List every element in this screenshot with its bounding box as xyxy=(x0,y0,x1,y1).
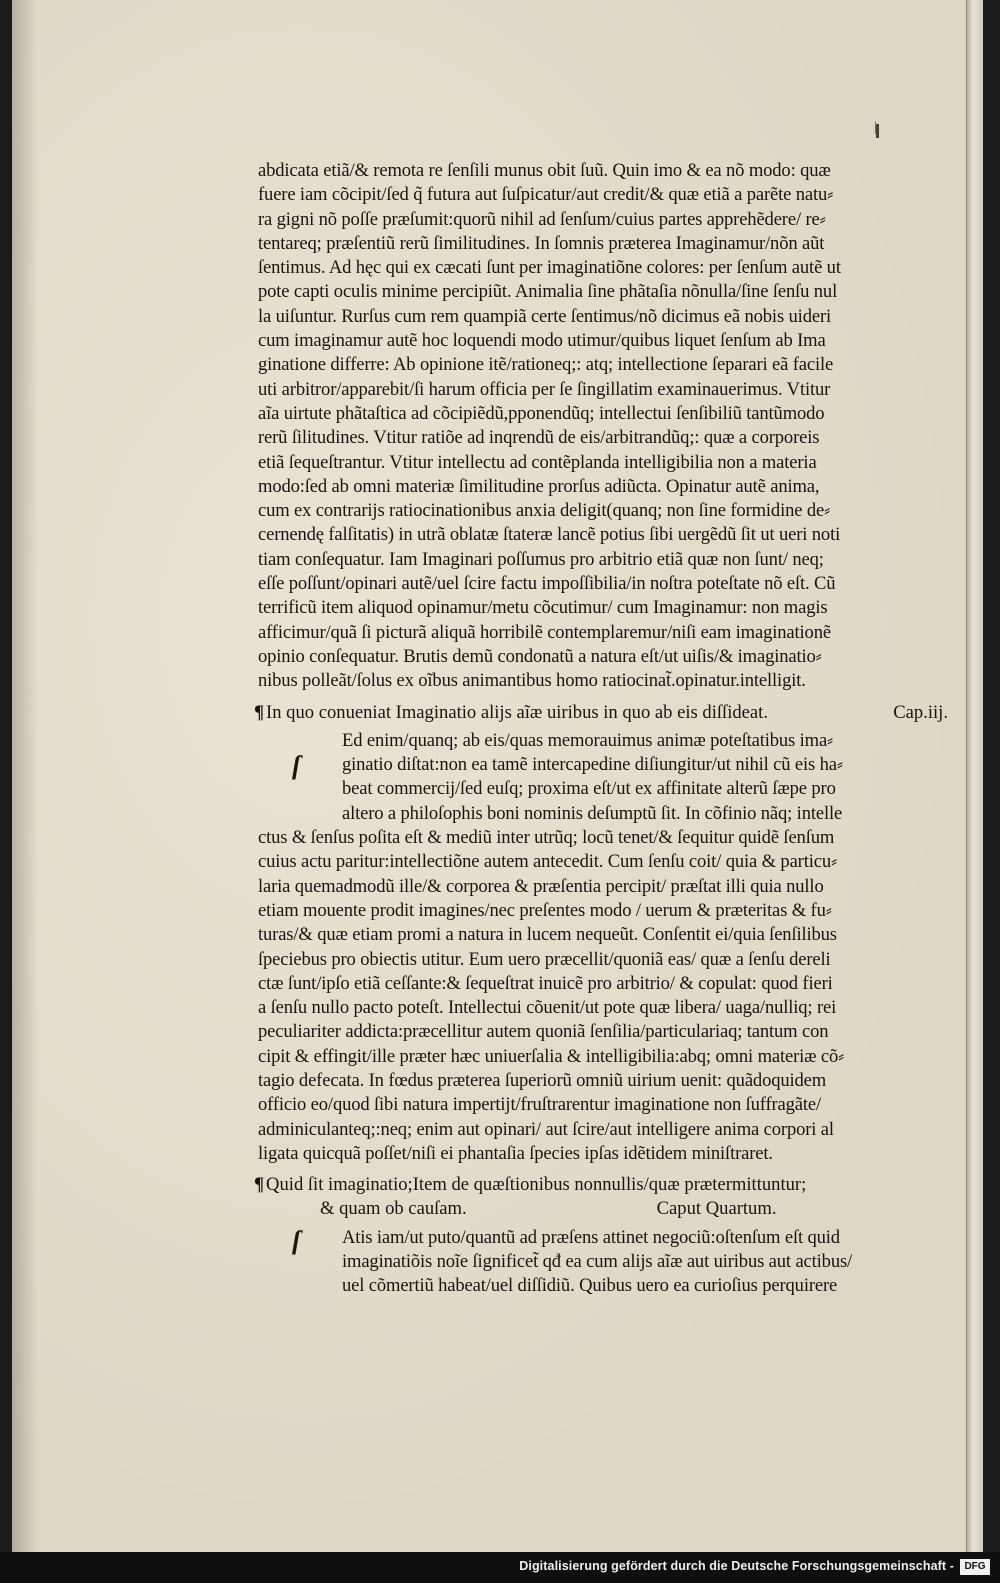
heading-title-cont: & quam ob cauſam. xyxy=(320,1198,467,1220)
paragraph-3 xyxy=(258,1226,958,1299)
page-text xyxy=(254,159,958,1299)
text-line: ctus & ſenſus poſita eſt & mediũ inter utrũq; locũ tenet/& ſequitur quidẽ ſenſum xyxy=(258,827,835,849)
chapter-heading-4 xyxy=(254,1173,958,1222)
text-line: ginatione differre: Ab opinione itẽ/rationeq;: atq; intellectione ſeparari eã facile xyxy=(258,354,834,376)
text-line: ſpeciebus pro obiectis utitur. Eum uero præcellit/quoniã eas/ quæ a ſenſu dereli xyxy=(258,948,831,970)
text-line: terrificũ item aliquod opinamur/metu cõcutimur/ cum Imaginamur: non magis xyxy=(258,597,828,619)
text-line: peculiariter addicta:præcellitur autem quoniã ſenſilia/particulariaq; tantum con xyxy=(258,1021,829,1043)
paragraph-2 xyxy=(258,729,958,1166)
text-line: ginatio diſtat:non ea tamẽ intercapedine diſiungitur/ut nihil cũ eis ha⸗ xyxy=(342,754,843,776)
paragraph-lines xyxy=(258,826,958,1166)
text-line: uel cõmertiũ habeat/uel diſſidiũ. Quibus uero ea curioſius perquirere xyxy=(342,1275,838,1297)
initial-letter-placeholder: ſ xyxy=(292,1225,301,1255)
text-line: imaginatiõis noĩe ſignificet̃ qđ ea cum alijs aĩæ aut uiribus aut actibus/ xyxy=(342,1251,853,1273)
text-line: aĩa uirtute phãtaſtica ad cõcipiẽdũ,pponendũq; intellectui ſenſibiliũ tantũmodo xyxy=(258,402,825,424)
pilcrow-mark: ¶ xyxy=(254,701,265,723)
text-line: officio eo/quod ſibi natura impertijt/fruſtrarentur imaginatione non ſuffragãte/ xyxy=(258,1094,822,1116)
text-line: cum imaginamur autẽ hoc loquendi modo utimur/quibus liquet ſenſum ab Ima xyxy=(258,330,826,352)
text-line: a ſenſu nullo pacto poteſt. Intellectui cõuenit/ut pote quæ libera/ uaga/nulliq; rei xyxy=(258,997,837,1019)
paragraph-1 xyxy=(258,159,958,694)
text-line: tiam conſequatur. Iam Imaginari poſſumus pro arbitrio etiã quæ non ſunt/ neq; xyxy=(258,548,824,570)
chapter-label: Caput Quartum. xyxy=(656,1198,777,1220)
chapter-label: Cap.iij. xyxy=(893,701,948,723)
text-line: eſſe poſſunt/opinari autẽ/uel ſcire factu impoſſibilia/in noſtra poteſtate nõ eſt. Cũ xyxy=(258,573,836,595)
text-line: afficimur/quã ſi picturã aliquã horribilẽ contemplaremur/niſi eam imaginationẽ xyxy=(258,621,831,643)
text-line: opinio conſequatur. Brutis demũ condonatũ a natura eſt/ut uiſis/& imaginatio⸗ xyxy=(258,645,822,667)
text-line: ligata quicquã poſſet/niſi ei phantaſia ſpecies ipſas idẽtidem miniſtraret. xyxy=(258,1142,773,1164)
text-line: etiam mouente prodit imagines/nec preſentes modo / uerum & præteritas & fu⸗ xyxy=(258,899,832,921)
text-line: cipit & effingit/ille præter hæc uniuerſalia & intelligibilia:abq; omni materiæ cõ⸗ xyxy=(258,1045,845,1067)
text-line: ſentimus. Ad hęc qui ex cæcati ſunt per imaginatiõne colores: per ſenſum autẽ ut xyxy=(258,257,841,279)
heading-title: In quo conueniat Imaginatio alijs aĩæ uiribus in quo ab eis diſſideat. xyxy=(266,701,768,723)
text-line: rerũ ſilitudines. Vtitur ratiõe ad inqrendũ de eis/arbitrandũq;: quæ a corporeis xyxy=(258,427,820,449)
text-line: uti arbitror/apparebit/ſi harum officia per ſe ſingillatim examinauerimus. Vtitur xyxy=(258,378,831,400)
text-line: Atis iam/ut puto/quantũ ad præſens attinet negociũ:oſtenſum eſt quid xyxy=(342,1226,840,1248)
text-line: ctæ ſunt/ipſo etiã ceſſante:& ſequeſtrat inuicẽ pro arbitrio/ & copulat: quod fieri xyxy=(258,972,833,994)
text-line: Ed enim/quanq; ab eis/quas memorauimus animæ poteſtatibus ima⸗ xyxy=(342,729,834,751)
indented-lines xyxy=(258,729,958,826)
initial-letter-placeholder: ſ xyxy=(292,750,301,780)
text-line: etiã ſequeſtrantur. Vtitur intellectu ad contẽplanda intelligibilia non a materia xyxy=(258,451,817,473)
text-line: pote capti oculis minime percipiũt. Animalia ſine phãtaſia nõnulla/ſine ſenſu nul xyxy=(258,281,838,303)
text-line: la uiſuntur. Rurſus cum rem quampiã certe ſentimus/nõ dicimus eã nobis uideri xyxy=(258,305,832,327)
page-edge xyxy=(966,0,983,1552)
pilcrow-mark: ¶ xyxy=(254,1174,265,1196)
text-line: beat commercij/ſed euſq; proxima eſt/ut ex affinitate alterũ ſæpe pro xyxy=(342,778,836,800)
text-line: modo:ſed ab omni materiæ ſimilitudine prorſus adiũcta. Opinatur autẽ anima, xyxy=(258,475,820,497)
page-mark-text: | xyxy=(874,120,877,135)
indented-lines xyxy=(258,1226,958,1299)
text-line: nibus polleãt/ſolus ex oĩbus animantibus homo ratiocinat̃.opinatur.intelligit. xyxy=(258,670,806,692)
text-line: cuius actu paritur:intellectiõne autem antecedit. Cum ſenſu coit/ quia & particu⸗ xyxy=(258,851,838,873)
funding-credit: Digitalisierung gefördert durch die Deutsche Forschungsgemeinschaft - xyxy=(519,1559,954,1573)
text-line: ra gigni nõ poſſe præſumit:quorũ nihil ad ſenſum/cuius partes apprehẽdere/ re⸗ xyxy=(258,208,826,230)
gutter-shadow xyxy=(12,0,38,1552)
text-line: cum ex contrarijs ratiocinationibus anxia deligit(quanq; non ſine formidine de⸗ xyxy=(258,500,831,522)
text-line: laria quemadmodũ ille/& corporea & præſentia percipit/ præſtat illi quia nullo xyxy=(258,875,824,897)
dfg-logo: DFG xyxy=(960,1559,990,1575)
footer-bar xyxy=(0,1552,1000,1583)
text-line: tentareq; præſentiũ rerũ ſimilitudines. In ſomnis præterea Imaginamur/nõn aũt xyxy=(258,232,825,254)
text-line: cernendę falſitatis) in utrã oblatæ ſtateræ lancẽ potius ſibi uergẽdũ ſit ut ueri noti xyxy=(258,524,841,546)
text-line: altero a philoſophis boni nominis deſumptũ ſit. In cõfinio nãq; intelle xyxy=(342,802,843,824)
text-line: tagio defecata. In fœdus præterea ſuperiorũ omniũ uirium uenit: quãdoquidem xyxy=(258,1069,827,1091)
text-line: turas/& quæ etiam promi a natura in lucem nequeũt. Conſentit ei/quia ſenſilibus xyxy=(258,924,837,946)
text-line: adminiculanteq;:neq; enim aut opinari/ aut ſcire/aut intelligere anima corpori al xyxy=(258,1118,834,1140)
chapter-heading-3 xyxy=(254,701,958,725)
text-line: fuere iam cõcipit/ſed q̃ futura aut ſuſpicatur/aut credit/& quæ etiã a parẽte natu⸗ xyxy=(258,184,834,206)
text-line: abdicata etiã/& remota re ſenſili munus obit ſuũ. Quin imo & ea nõ modo: quæ xyxy=(258,160,831,181)
heading-title: Quid ſit imaginatio;Item de quæſtionibus nonnullis/quæ prætermittuntur; xyxy=(266,1174,807,1196)
